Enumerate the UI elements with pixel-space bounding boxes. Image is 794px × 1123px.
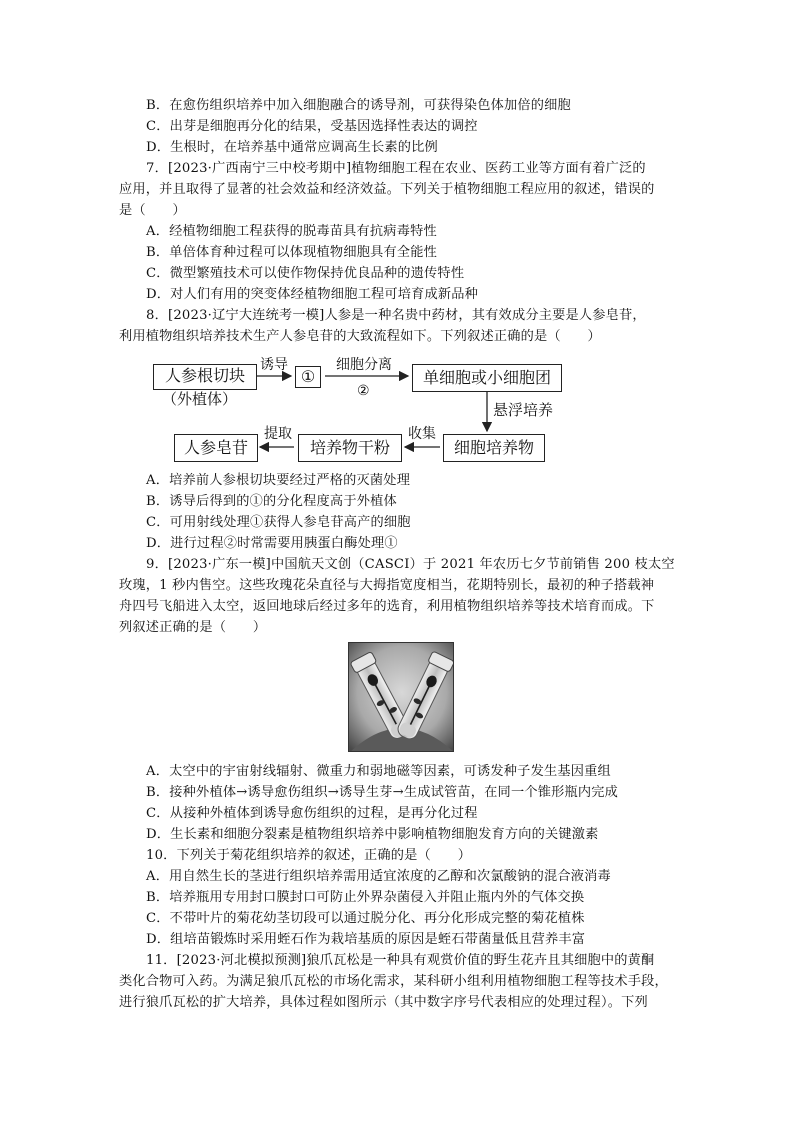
q7-stem-line2: 应用，并且取得了显著的社会效益和经济效益。下列关于植物细胞工程应用的叙述，错误的 [119,182,655,197]
q6-option-c[interactable]: C．出芽是细胞再分化的结果，受基因选择性表达的调控 [146,119,478,134]
q9-stem-line3: 舟四号飞船进入太空，返回地球后经过多年的选育，利用植物组织培养等技术培育而成。下 [119,599,655,614]
q7-option-a[interactable]: A．经植物细胞工程获得的脱毒苗具有抗病毒特性 [146,224,437,239]
q8-stem-line2: 利用植物组织培养技术生产人参皂苷的大致流程如下。下列叙述正确的是（ ） [119,329,601,344]
q8-option-c[interactable]: C．可用射线处理①获得人参皂苷高产的细胞 [146,515,411,530]
q8-stem-line1: 8．[2023·辽宁大连统考一模]人参是一种名贵中药材，其有效成分主要是人参皂苷， [146,308,646,323]
q9-stem-line2: 玫瑰，1 秒内售空。这些玫瑰花朵直径与大拇指宽度相当，花期特别长，最初的种子搭载神 [119,578,655,593]
q7-option-d[interactable]: D．对人们有用的突变体经植物细胞工程可培育成新品种 [146,287,479,302]
rose-tubes-image [349,643,454,752]
q11-stem-line3: 进行狼爪瓦松的扩大培养，具体过程如图所示（其中数字序号代表相应的处理过程）。下列 [119,995,648,1010]
q7-stem-line1: 7．[2023·广西南宁三中校考期中]植物细胞工程在农业、医药工业等方面有着广泛的 [146,161,646,176]
q9-stem-line4: 列叙述正确的是（ ） [119,620,267,635]
space-rose-photo [348,642,454,752]
q6-option-d[interactable]: D．生根时，在培养基中通常应调高生长素的比例 [146,140,438,155]
q6-option-b[interactable]: B．在愈伤组织培养中加入细胞融合的诱导剂，可获得染色体加倍的细胞 [146,98,571,113]
q8-option-d[interactable]: D．进行过程②时常需要用胰蛋白酶处理① [146,536,398,551]
q9-option-b[interactable]: B．接种外植体→诱导愈伤组织→诱导生芽→生成试管苗，在同一个锥形瓶内完成 [146,785,619,800]
product-box: 人参皂苷 [174,434,258,462]
q8-option-b[interactable]: B．诱导后得到的①的分化程度高于外植体 [146,494,397,509]
ginsenoside-flow-diagram [150,354,570,466]
explant-label: （外植体） [162,390,238,408]
q7-option-b[interactable]: B．单倍体育种过程可以体现植物细胞具有全能性 [146,245,438,260]
q9-option-c[interactable]: C．从接种外植体到诱导愈伤组织的过程，是再分化过程 [146,806,478,821]
step2-label: ② [357,383,370,399]
step1-box: ① [295,366,321,388]
q11-stem-line1: 11．[2023·河北模拟预测]狼爪瓦松是一种具有观赏价值的野生花卉且其细胞中的黄酮 [146,953,655,968]
collect-label: 收集 [408,426,436,442]
q10-option-c[interactable]: C．不带叶片的菊花幼茎切段可以通过脱分化、再分化形成完整的菊花植株 [146,911,585,926]
explant-box: 人参根切块 [153,364,257,390]
single-cell-box: 单细胞或小细胞团 [412,364,562,392]
extract-label: 提取 [264,426,292,442]
q7-option-c[interactable]: C．微型繁殖技术可以使作物保持优良品种的遗传特性 [146,266,465,281]
q10-option-a[interactable]: A．用自然生长的茎进行组织培养需用适宜浓度的乙醇和次氯酸钠的混合液消毒 [146,869,611,884]
suspension-label: 悬浮培养 [493,401,554,419]
induce-label: 诱导 [260,357,288,373]
q10-option-b[interactable]: B．培养瓶用专用封口膜封口可防止外界杂菌侵入并阻止瓶内外的气体交换 [146,890,585,905]
q9-option-d[interactable]: D．生长素和细胞分裂素是植物组织培养中影响植物细胞发育方向的关键激素 [146,827,599,842]
q9-stem-line1: 9．[2023·广东一模]中国航天文创（CASCI）于 2021 年农历七夕节前销售 200 枝太空 [146,557,675,572]
culture-box: 细胞培养物 [443,434,545,462]
q11-stem-line2: 类化合物可入药。为满足狼爪瓦松的市场化需求，某科研小组利用植物细胞工程等技术手段， [119,974,668,989]
q10-option-d[interactable]: D．组培苗锻炼时采用蛭石作为栽培基质的原因是蛭石带菌量低且营养丰富 [146,932,586,947]
powder-box: 培养物干粉 [298,434,402,462]
q10-stem: 10．下列关于菊花组织培养的叙述，正确的是（ ） [146,848,472,863]
q9-option-a[interactable]: A．太空中的宇宙射线辐射、微重力和弱地磁等因素，可诱发种子发生基因重组 [146,764,611,779]
q8-option-a[interactable]: A．培养前人参根切块要经过严格的灭菌处理 [146,473,411,488]
separate-label: 细胞分离 [336,357,392,373]
q7-stem-line3: 是（ ） [119,203,186,218]
